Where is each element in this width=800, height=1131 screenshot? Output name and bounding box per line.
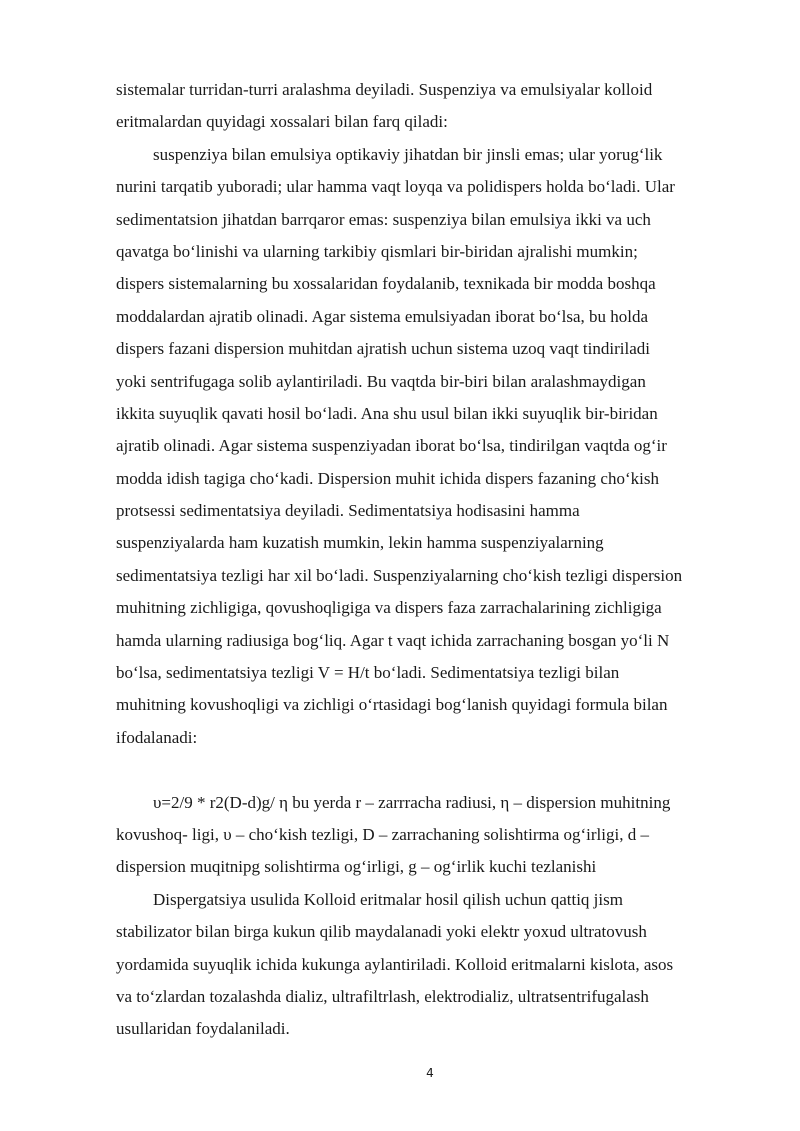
text-line: sedimentatsion jihatdan barrqaror emas: suspenziya bilan emulsiya ikki va uch <box>116 209 651 229</box>
text-line: hamda ularning radiusiga bog‘liq. Agar t vaqt ichida zarrachaning bosgan yo‘li N <box>116 630 670 650</box>
text-line: dispers fazani dispersion muhitdan ajratish uchun sistema uzoq vaqt tindiriladi <box>116 339 650 359</box>
text-line: ifodalanadi: <box>116 727 198 747</box>
text-line: stabilizator bilan birga kukun qilib maydalanadi yoki elektr yoxud ultratovush <box>116 922 647 942</box>
text-line: protsessi sedimentatsiya deyiladi. Sedimentatsiya hodisasini hamma <box>116 501 580 521</box>
text-line: sedimentatsiya tezligi har xil bo‘ladi. Suspenziyalarning cho‘kish tezligi dispersion <box>116 565 683 585</box>
page-number: 4 <box>426 1066 434 1080</box>
text-line: kovushoq- ligi, υ – cho‘kish tezligi, D – zarrachaning solishtirma og‘irligi, d – <box>116 824 649 844</box>
text-line: bo‘lsa, sedimentatsiya tezligi V = H/t bo‘ladi. Sedimentatsiya tezligi bilan <box>116 663 620 683</box>
formula-line: υ=2/9 * r2(D-d)g/ η bu yerda r – zarrracha radiusi, η – dispersion muhitning <box>153 792 671 812</box>
paragraph-start: suspenziya bilan emulsiya optikaviy jihatdan bir jinsli emas; ular yorug‘lik <box>153 144 663 164</box>
text-line: ikkita suyuqlik qavati hosil bo‘ladi. Ana shu usul bilan ikki suyuqlik bir-biridan <box>116 403 658 423</box>
text-line: suspenziyalarda ham kuzatish mumkin, lekin hamma suspenziyalarning <box>116 533 604 553</box>
paragraph-start: Dispergatsiya usulida Kolloid eritmalar hosil qilish uchun qattiq jism <box>153 889 623 909</box>
text-line: muhitning kovushoqligi va zichligi o‘rtasidagi bog‘lanish quyidagi formula bilan <box>116 695 668 715</box>
text-line: yordamida suyuqlik ichida kukunga aylantiriladi. Kolloid eritmalarni kislota, asos <box>116 954 674 974</box>
text-line: eritmalardan quyidagi xossalari bilan farq qiladi: <box>116 112 448 132</box>
text-line: ajratib olinadi. Agar sistema suspenziyadan iborat bo‘lsa, tindirilgan vaqtda og‘ir <box>116 436 667 456</box>
text-line: va to‘zlardan tozalashda dializ, ultrafiltrlash, elektrodializ, ultratsentrifugalash <box>116 986 649 1006</box>
text-line: modda idish tagiga cho‘kadi. Dispersion muhit ichida dispers fazaning cho‘kish <box>116 468 659 488</box>
text-line: qavatga bo‘linishi va ularning tarkibiy qismlari bir-biridan ajralishi mumkin; <box>116 241 638 261</box>
text-line: moddalardan ajratib olinadi. Agar sistema emulsiyadan iborat bo‘lsa, bu holda <box>116 306 649 326</box>
text-line: dispers sistemalarning bu xossalaridan foydalanib, texnikada bir modda boshqa <box>116 274 656 294</box>
text-line: yoki sentrifugaga solib aylantiriladi. Bu vaqtda bir-biri bilan aralashmaydigan <box>116 371 646 391</box>
text-line: usullaridan foydalaniladi. <box>116 1019 290 1039</box>
text-line: dispersion muqitnipg solishtirma og‘irligi, g – og‘irlik kuchi tezlanishi <box>116 857 597 877</box>
text-line: nurini tarqatib yuboradi; ular hamma vaqt loyqa va polidispers holda bo‘ladi. Ular <box>116 177 675 197</box>
text-line: muhitning zichligiga, qovushoqligiga va dispers faza zarrachalarining zichligiga <box>116 598 662 618</box>
paragraph-gap <box>116 754 746 786</box>
text-line: sistemalar turridan-turri aralashma deyiladi. Suspenziya va emulsiyalar kolloid <box>116 80 653 99</box>
document-page <box>116 74 746 1046</box>
